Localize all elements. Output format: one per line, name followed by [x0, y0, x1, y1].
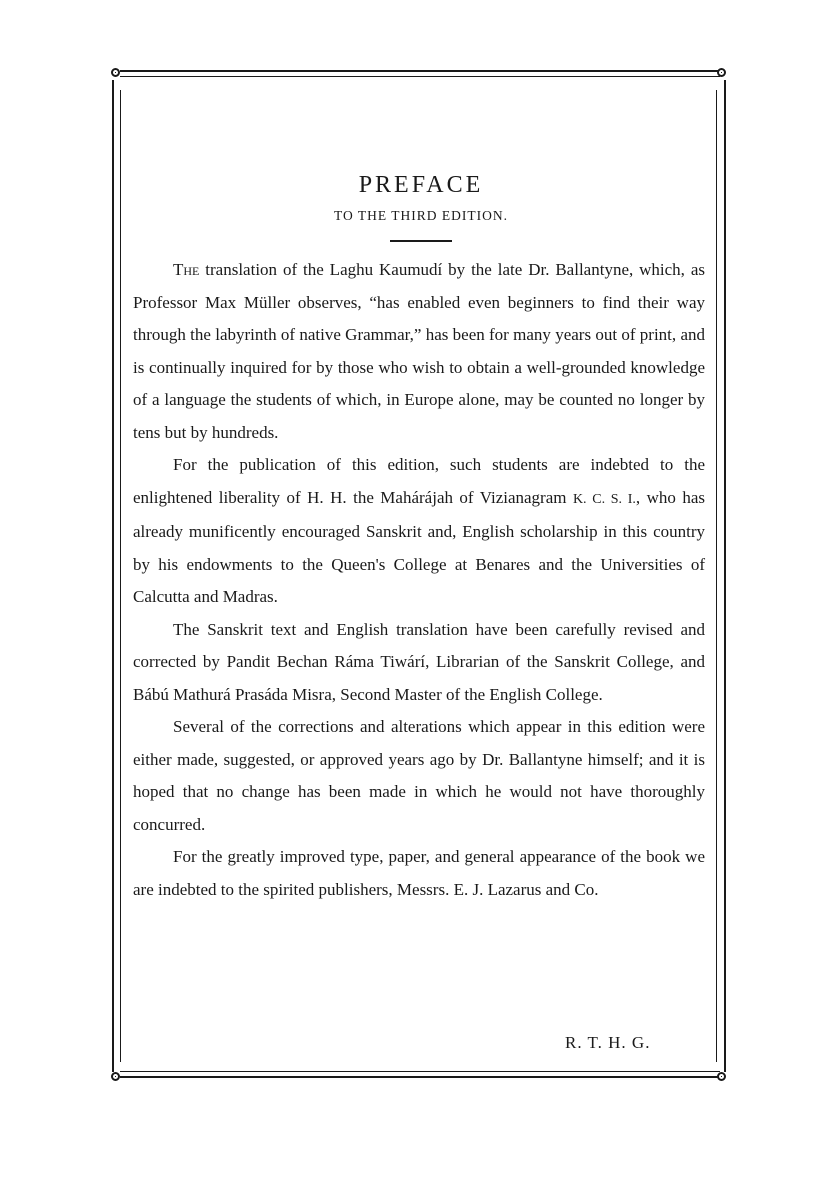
page-subtitle: TO THE THIRD EDITION. — [334, 208, 508, 223]
paragraph-2 — [133, 449, 705, 614]
top-border-inner-rule — [120, 76, 720, 77]
paragraph-4: Several of the corrections and alterations which appear in this edition were either made, suggested, or approved years ago by Dr. Ballantyne himself; and it is hoped that no change has been made in which he would not have thoroughly concurred. — [133, 717, 705, 834]
right-border-rule — [724, 80, 726, 1072]
bottom-left-ornament-icon — [111, 1072, 120, 1081]
honorific-abbreviation: K. C. S. I. — [572, 491, 636, 507]
title-divider — [390, 240, 452, 242]
author-initials: R. T. H. G. — [565, 1033, 651, 1052]
top-left-ornament-icon — [111, 68, 120, 77]
top-border-rule — [120, 70, 720, 72]
paragraph-5: For the greatly improved type, paper, and general appearance of the book we are indebted to the spirited publishers, Messrs. E. J. Lazarus and Co. — [133, 847, 705, 899]
bottom-border-inner-rule — [120, 1071, 720, 1072]
paragraph-3: The Sanskrit text and English translation have been carefully revised and corrected by Pandit Bechan Ráma Tiwárí, Librarian of the Sanskrit College, and Bábú Mathurá Prasáda Misra, Second Master of the English College. — [133, 619, 705, 704]
left-border-inner-rule — [120, 90, 121, 1062]
paragraph-text: For the publication of this edition, such students are indebted to the enlightened liberality of H. H. the Mahárájah of Vizianagram — [133, 455, 705, 507]
preface-body — [133, 170, 705, 906]
paragraph-text: translation of the Laghu Kaumudí by the late Dr. Ballantyne, which, as Professor Max Müller observes, “has enabled even beginners to find their way through the labyrinth of native Grammar,” has been for many years out of print, and is continually inquired for by those who wish to obtain a well-grounded knowledge of a language the students of which, in Europe alone, may be counted no longer by tens but by hundreds. — [133, 260, 705, 442]
top-right-ornament-icon — [717, 68, 726, 77]
paragraph-1 — [133, 254, 705, 449]
paragraph-text: , who has already munificently encouraged Sanskrit and, English scholarship in this country by his endowments to the Queen's College at Benares and the Universities of Calcutta and Madras. — [133, 487, 705, 606]
right-border-inner-rule — [716, 90, 717, 1062]
paragraph-lead-word: The — [173, 260, 200, 279]
bottom-border-rule — [120, 1076, 720, 1078]
page-title: PREFACE — [358, 172, 484, 198]
left-border-rule — [112, 80, 114, 1072]
bottom-right-ornament-icon — [717, 1072, 726, 1081]
